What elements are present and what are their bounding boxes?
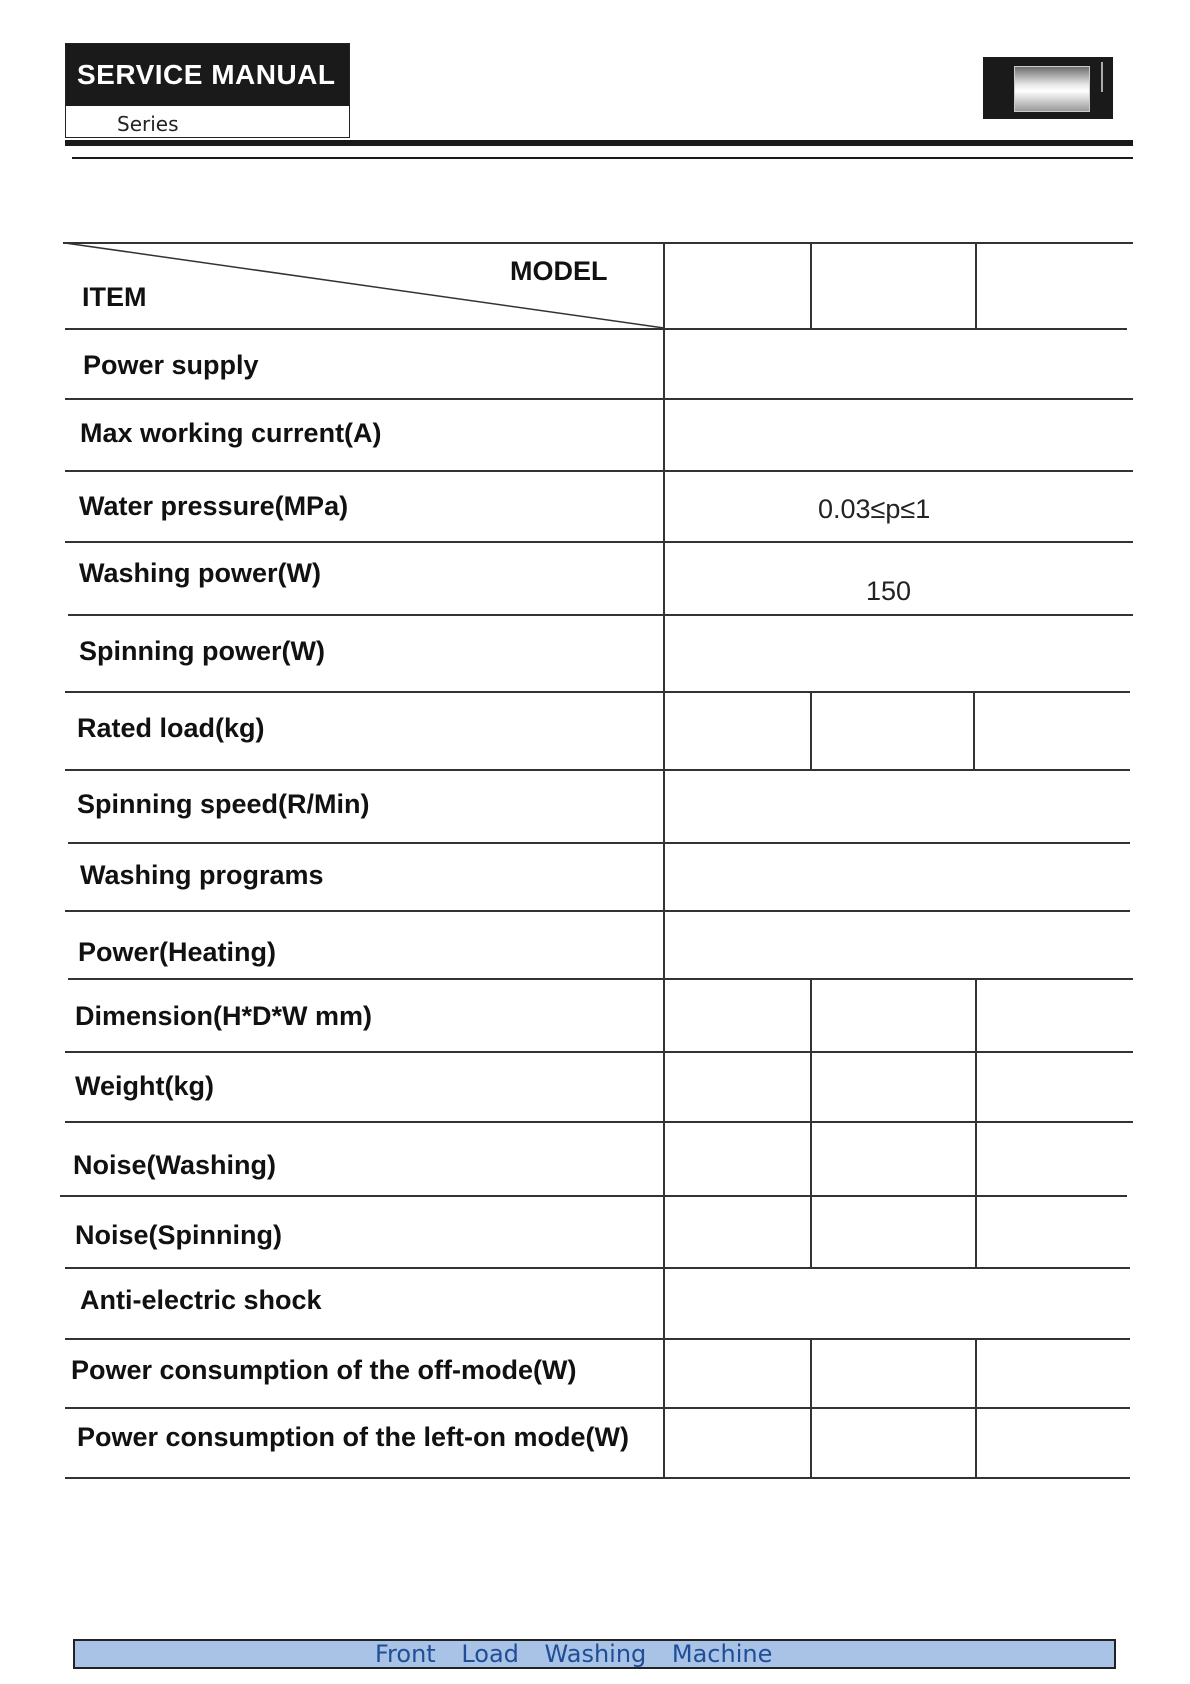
row-divider <box>68 614 1133 616</box>
footer-text: Front Load Washing Machine <box>375 1640 773 1668</box>
row-label-rated-load: Rated load(kg) <box>77 713 265 743</box>
row-label-washing-power: Washing power(W) <box>79 558 321 588</box>
row-label-noise-spinning: Noise(Spinning) <box>75 1220 282 1250</box>
table-top-border <box>63 242 1133 244</box>
table-bottom-border <box>65 1477 1130 1479</box>
model-column-divider <box>810 691 812 769</box>
value-water-pressure: 0.03≤p≤1 <box>818 494 931 524</box>
header-title: SERVICE MANUAL <box>66 44 349 106</box>
model-column-divider <box>975 1338 977 1477</box>
row-divider <box>65 1267 1130 1269</box>
row-divider <box>65 1338 1130 1340</box>
model-column-divider <box>810 242 812 328</box>
row-label-anti-electric-shock: Anti-electric shock <box>80 1285 322 1315</box>
row-divider <box>68 978 1133 980</box>
row-label-max-working-current: Max working current(A) <box>80 418 382 448</box>
row-divider <box>65 910 1130 912</box>
row-label-weight: Weight(kg) <box>75 1071 214 1101</box>
header-series: Series <box>117 112 179 136</box>
row-label-off-mode-consumption: Power consumption of the off-mode(W) <box>71 1355 577 1385</box>
item-header: ITEM <box>82 282 147 312</box>
row-label-dimension: Dimension(H*D*W mm) <box>75 1001 373 1031</box>
row-divider <box>65 398 1133 400</box>
row-label-spinning-power: Spinning power(W) <box>79 636 325 666</box>
row-divider <box>65 1051 1133 1053</box>
row-divider <box>65 1407 1130 1409</box>
row-divider <box>65 328 1127 330</box>
model-column-divider <box>975 242 977 328</box>
model-column-divider <box>975 978 977 1267</box>
model-header: MODEL <box>510 256 608 286</box>
row-label-power-heating: Power(Heating) <box>78 937 277 967</box>
row-label-power-supply: Power supply <box>83 350 259 380</box>
row-label-washing-programs: Washing programs <box>80 860 324 890</box>
row-divider <box>65 541 1133 543</box>
row-divider <box>68 842 1130 844</box>
model-column-divider <box>810 978 812 1267</box>
row-label-left-on-mode-consumption: Power consumption of the left-on mode(W) <box>77 1422 629 1452</box>
row-label-water-pressure: Water pressure(MPa) <box>79 491 349 521</box>
row-divider <box>60 1195 1127 1197</box>
row-divider <box>65 1121 1133 1123</box>
row-label-noise-washing: Noise(Washing) <box>73 1150 277 1180</box>
row-divider <box>65 691 1130 693</box>
model-column-divider <box>810 1338 812 1477</box>
row-divider <box>65 470 1133 472</box>
value-washing-power: 150 <box>866 576 912 606</box>
model-column-divider <box>973 691 975 769</box>
column-divider-main <box>663 242 665 1478</box>
row-label-spinning-speed: Spinning speed(R/Min) <box>77 789 370 819</box>
footer-banner <box>73 1639 1116 1669</box>
row-divider <box>65 769 1130 771</box>
